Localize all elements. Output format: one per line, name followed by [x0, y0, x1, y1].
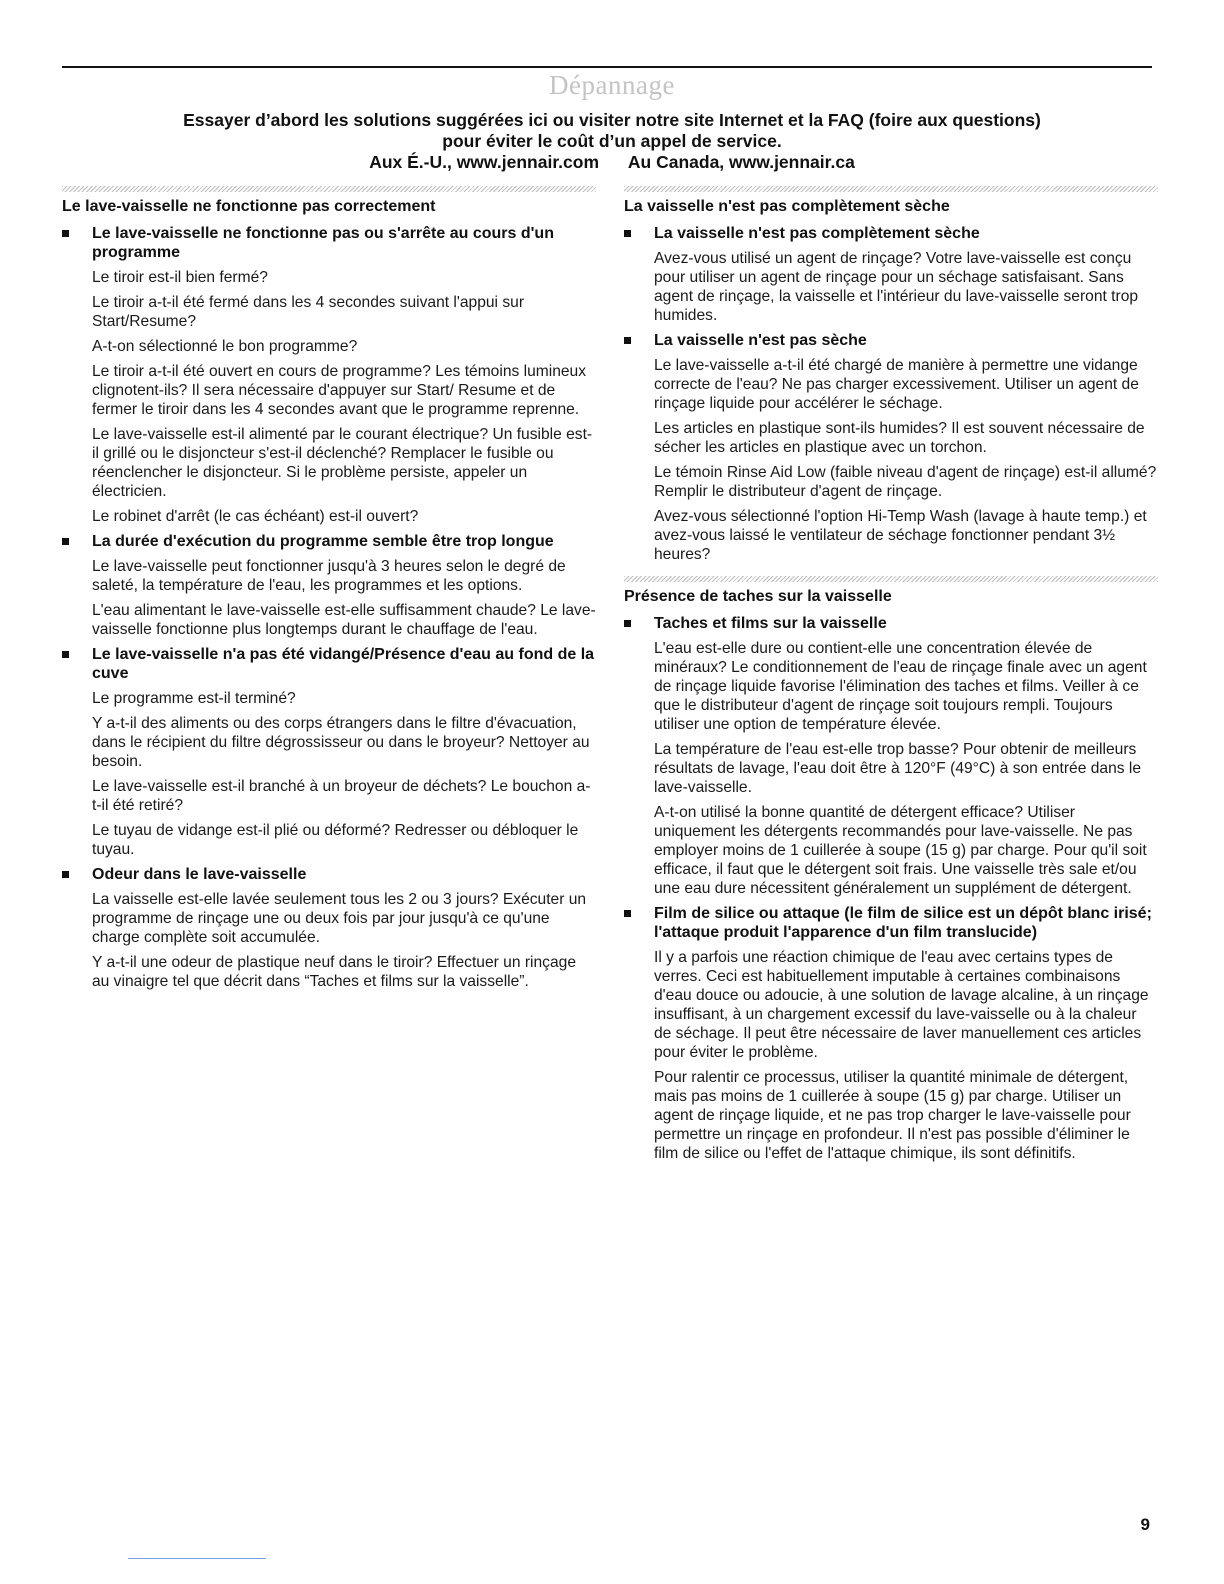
intro-line-1: Essayer d’abord les solutions suggérées ici ou visiter notre site Internet et la FAQ (foire aux questions) [183, 110, 1041, 130]
issue-paragraph: Le lave-vaisselle a-t-il été chargé de manière à permettre une vidange correcte de l'eau? Ne pas charger excessivement. Utiliser un agent de rinçage liquide pour accélérer le séchage. [654, 357, 1139, 412]
bullet-square-icon [62, 871, 69, 878]
issue-paragraph: Le programme est-il terminé? [92, 690, 296, 707]
issue-paragraph: Le tiroir est-il bien fermé? [92, 269, 268, 286]
issue-title: Taches et films sur la vaisselle [654, 615, 887, 632]
issue-title: La durée d'exécution du programme semble être trop longue [92, 533, 554, 550]
issue-paragraph: Y a-t-il une odeur de plastique neuf dans le tiroir? Effectuer un rinçage au vinaigre tel que décrit dans “Taches et films sur la vaisselle”. [92, 954, 576, 990]
issue-paragraph: Le témoin Rinse Aid Low (faible niveau d'agent de rinçage) est-il allumé? Remplir le distributeur d'agent de rinçage. [654, 464, 1157, 500]
issue-title: Le lave-vaisselle ne fonctionne pas ou s'arrête au cours d'un programme [92, 225, 554, 261]
issue-paragraph: Pour ralentir ce processus, utiliser la quantité minimale de détergent, mais pas moins de 1 cuillerée à soupe (15 g) par charge. Utiliser un agent de rinçage liquide, et ne pas trop charger le lave-vaisselle pour permettre un rinçage en profondeur. Il n'est pas possible d'éliminer le film de silice ou l'effet de l'attaque chimique, ils sont définitifs. [654, 1069, 1131, 1162]
issue-title: La vaisselle n'est pas sèche [654, 332, 867, 349]
left-column [62, 186, 596, 997]
bullet-square-icon [624, 230, 631, 237]
issue-paragraph: Le lave-vaisselle peut fonctionner jusqu'à 3 heures selon le degré de saleté, la température de l'eau, les programmes et les options. [92, 558, 566, 594]
section-title: Le lave-vaisselle ne fonctionne pas correctement [62, 198, 436, 215]
right-column [624, 186, 1158, 1169]
bullet-square-icon [62, 230, 69, 237]
issue-item [62, 865, 596, 991]
issue-paragraph: Avez-vous sélectionné l'option Hi-Temp Wash (lavage à haute temp.) et avez-vous laissé le ventilateur de séchage fonctionner pendant 3½ heures? [654, 508, 1147, 563]
issue-title: Film de silice ou attaque (le film de silice est un dépôt blanc irisé; l'attaque produit l'apparence d'un film translucide) [654, 905, 1152, 941]
footer-rule [128, 1558, 266, 1559]
website-line [0, 152, 1224, 173]
issue-paragraph: Y a-t-il des aliments ou des corps étrangers dans le filtre d'évacuation, dans le récipient du filtre dégrossisseur ou dans le broyeur? Nettoyer au besoin. [92, 715, 590, 770]
website-us: Aux É.-U., www.jennair.com [369, 152, 600, 172]
bullet-square-icon [624, 337, 631, 344]
issue-paragraph: A-t-on utilisé la bonne quantité de détergent efficace? Utiliser uniquement les détergents recommandés pour lave-vaisselle. Ne pas employer moins de 1 cuillerée à soupe (15 g) par charge. Pour qu'il soit efficace, il faut que le détergent soit frais. Une vaisselle très sale et/ou une eau dure nécessitent généralement un supplément de détergent. [654, 804, 1147, 897]
bullet-square-icon [624, 620, 631, 627]
issue-paragraph: Le tiroir a-t-il été fermé dans les 4 secondes suivant l'appui sur Start/Resume? [92, 294, 525, 330]
section-divider [624, 576, 1158, 582]
issue-paragraph: A-t-on sélectionné le bon programme? [92, 338, 358, 355]
issue-item [624, 331, 1158, 564]
issue-item [624, 904, 1158, 1163]
section-divider [62, 186, 596, 192]
issue-item [62, 645, 596, 859]
issue-paragraph: Le tiroir a-t-il été ouvert en cours de programme? Les témoins lumineux clignotent-ils? Il sera nécessaire d'appuyer sur Start/ Resume et de fermer le tiroir dans les 4 secondes avant que le programme reprenne. [92, 363, 587, 418]
issue-paragraph: La température de l'eau est-elle trop basse? Pour obtenir de meilleurs résultats de lavage, l'eau doit être à 120°F (49°C) à son entrée dans le lave-vaisselle. [654, 741, 1142, 796]
section-title: Présence de taches sur la vaisselle [624, 588, 892, 605]
bullet-square-icon [62, 651, 69, 658]
issue-paragraph: L'eau alimentant le lave-vaisselle est-elle suffisamment chaude? Le lave-vaisselle fonctionne plus longtemps durant le chauffage de l'eau. [92, 602, 596, 638]
issue-paragraph: Il y a parfois une réaction chimique de l'eau avec certains types de verres. Ceci est habituellement imputable à certaines combinaisons d'eau douce ou adoucie, à une solution de lavage alcaline, à un rinçage insuffisant, à un chargement excessif du lave-vaisselle ou à la chaleur de séchage. Il peut être nécessaire de laver manuellement ces articles pour éviter le problème. [654, 949, 1149, 1061]
bullet-square-icon [624, 910, 631, 917]
header-rule [62, 66, 1152, 68]
issue-paragraph: Avez-vous utilisé un agent de rinçage? Votre lave-vaisselle est conçu pour utiliser un agent de rinçage pour un séchage satisfaisant. Sans agent de rinçage, la vaisselle et l'intérieur du lave-vaisselle seront trop humides. [654, 250, 1139, 324]
issue-paragraph: Les articles en plastique sont-ils humides? Il est souvent nécessaire de sécher les articles en plastique avec un torchon. [654, 420, 1145, 456]
issue-title: La vaisselle n'est pas complètement sèche [654, 225, 980, 242]
issue-title: Odeur dans le lave-vaisselle [92, 866, 307, 883]
issue-paragraph: L'eau est-elle dure ou contient-elle une concentration élevée de minéraux? Le conditionnement de l'eau de rinçage finale avec un agent de rinçage liquide favorise l'élimination des taches et films. Veiller à ce que le distributeur d'agent de rinçage soit toujours rempli. Toujours utiliser une option de température élevée. [654, 640, 1147, 733]
issue-paragraph: Le lave-vaisselle est-il branché à un broyeur de déchets? Le bouchon a-t-il été retiré? [92, 778, 591, 814]
issue-item [624, 614, 1158, 898]
section-divider [624, 186, 1158, 192]
intro-line-2: pour éviter le coût d’un appel de service. [442, 131, 782, 151]
bullet-square-icon [62, 538, 69, 545]
page-title: Dépannage [549, 70, 675, 100]
issue-title: Le lave-vaisselle n'a pas été vidangé/Présence d'eau au fond de la cuve [92, 646, 595, 682]
issue-item [62, 532, 596, 639]
section-title: La vaisselle n'est pas complètement sèche [624, 198, 950, 215]
issue-paragraph: Le robinet d'arrêt (le cas échéant) est-il ouvert? [92, 508, 419, 525]
page-number: 9 [1140, 1515, 1150, 1534]
issue-paragraph: Le lave-vaisselle est-il alimenté par le courant électrique? Un fusible est-il grillé ou le disjoncteur s'est-il déclenché? Remplacer le fusible ou réenclencher le disjoncteur. Si le problème persiste, appeler un électricien. [92, 426, 593, 500]
website-canada: Au Canada, www.jennair.ca [627, 152, 855, 172]
issue-item [62, 224, 596, 526]
issue-paragraph: La vaisselle est-elle lavée seulement tous les 2 ou 3 jours? Exécuter un programme de rinçage une ou deux fois par jour jusqu'à ce qu'une charge complète soit accumulée. [92, 891, 587, 946]
issue-paragraph: Le tuyau de vidange est-il plié ou déformé? Redresser ou débloquer le tuyau. [92, 822, 579, 858]
issue-item [624, 224, 1158, 325]
intro-block [0, 110, 1224, 173]
